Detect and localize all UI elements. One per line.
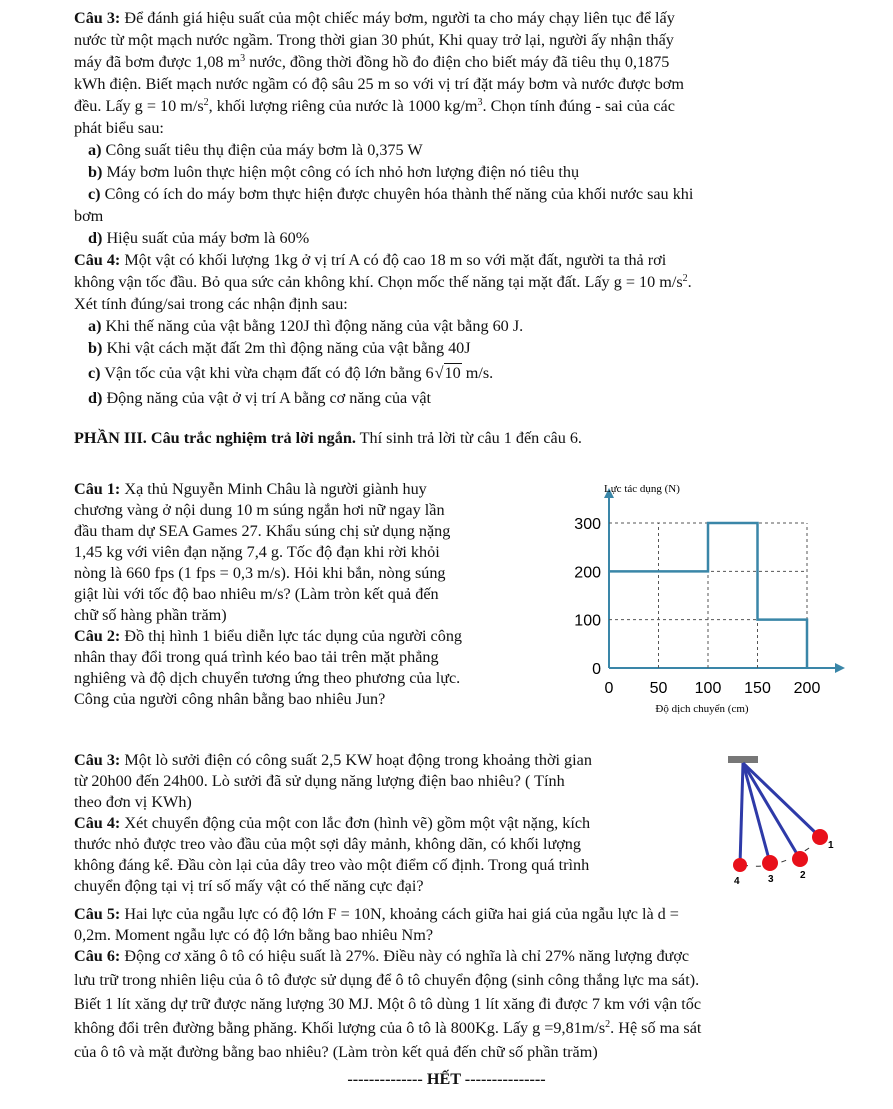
q4-line-1 — [74, 250, 666, 270]
part3-heading — [74, 428, 582, 448]
text: . — [687, 273, 692, 291]
force-displacement-chart — [552, 478, 852, 728]
text: Xét chuyển động của một con lắc đơn (hình vẽ) gồm một vật nặng, kích — [120, 814, 591, 832]
p3-q3-line-1 — [74, 750, 592, 770]
text: phát biểu sau: — [74, 119, 164, 137]
q4-option-a — [88, 316, 523, 336]
text: từ 20h00 đến 24h00. Lò sưởi đã sử dụng năng lượng điện bao nhiêu? ( Tính — [74, 772, 565, 790]
p3-q6-line-4 — [74, 1018, 701, 1038]
text: Khi vật cách mặt đất 2m thì động năng của vật bằng 40J — [102, 339, 471, 357]
option-label: d) — [88, 389, 103, 407]
text: Xạ thủ Nguyễn Minh Châu là người giành huy — [120, 480, 427, 498]
text: Một vật có khối lượng 1kg ở vị trí A có độ cao 18 m so với mặt đất, người ta thả rơi — [120, 251, 667, 269]
p3-q6-line-3 — [74, 994, 701, 1014]
option-label: c) — [88, 364, 101, 382]
option-label: b) — [88, 339, 103, 357]
text: Máy bơm luôn thực hiện một công có ích nhỏ hơn lượng điện nó tiêu thụ — [102, 163, 580, 181]
pendulum-bob-1 — [812, 829, 828, 845]
q3-line-5 — [74, 96, 675, 116]
y-tick-label: 200 — [574, 564, 601, 582]
text: m/s. — [461, 364, 494, 382]
q3-option-c-cont — [74, 206, 103, 226]
text: của ô tô và mặt đường bằng bao nhiêu? (Làm tròn kết quả đến chữ số phần trăm) — [74, 1043, 598, 1061]
option-label: a) — [88, 317, 102, 335]
text: chương vàng ở nội dung 10 m súng ngắn hơi nữ ngay lần — [74, 501, 445, 519]
question-label: Câu 2: — [74, 627, 121, 645]
text: đầu tham dự SEA Games 27. Khẩu súng chị sử dụng nặng — [74, 522, 451, 540]
text: bơm — [74, 207, 104, 225]
pendulum-figure — [715, 752, 845, 892]
pendulum-bob-3 — [762, 855, 778, 871]
q3-line-3 — [74, 52, 669, 72]
pendulum-string-4 — [740, 763, 743, 865]
heading-bold: PHẦN III. Câu trắc nghiệm trả lời ngắn. — [74, 429, 356, 447]
q3-option-a — [88, 140, 423, 160]
p3-q4-line-2 — [74, 834, 581, 854]
text: . Hệ số ma sát — [610, 1019, 702, 1037]
option-label: c) — [88, 185, 101, 203]
text: giật lùi với tốc độ bao nhiêu m/s? (Làm tròn kết quả đến — [74, 585, 439, 603]
text: nòng là 660 fps (1 fps = 0,3 m/s). Hỏi khi bắn, nòng súng — [74, 564, 446, 582]
question-label: Câu 4: — [74, 251, 121, 269]
superscript: 2 — [203, 97, 209, 108]
text: Khi thế năng của vật bằng 120J thì động năng của vật bằng 60 J. — [101, 317, 524, 335]
pendulum-label-1: 1 — [828, 840, 834, 851]
option-label: a) — [88, 141, 102, 159]
p3-q1-line-2 — [74, 500, 445, 520]
p3-q2-line-4 — [74, 689, 385, 709]
p3-q2-line-2 — [74, 647, 439, 667]
text: , khối lượng riêng của nước là 1000 kg/m — [208, 97, 478, 115]
q3-line-2 — [74, 30, 674, 50]
q3-option-d — [88, 228, 309, 248]
text: 1,45 kg với viên đạn nặng 7,4 g. Tốc độ đạn khi rời khỏi — [74, 543, 440, 561]
p3-q4-line-1 — [74, 813, 590, 833]
q3-option-b — [88, 162, 579, 182]
pendulum-svg — [715, 752, 845, 892]
x-tick-label: 150 — [744, 680, 771, 697]
x-tick-label: 0 — [604, 680, 614, 697]
y-tick-label: 0 — [592, 661, 601, 678]
text: Một lò sưởi điện có công suất 2,5 KW hoạt động trong khoảng thời gian — [120, 751, 592, 769]
q3-option-c — [88, 184, 693, 204]
text: chuyển động tại vị trí số mấy vật có thế năng cực đại? — [74, 877, 424, 895]
text: chữ số hàng phần trăm) — [74, 606, 227, 624]
p3-q4-line-4 — [74, 876, 424, 896]
option-label: b) — [88, 163, 103, 181]
pendulum-bob-4 — [733, 858, 747, 872]
sqrt-radicand: 10 — [444, 364, 461, 382]
y-tick-label: 100 — [574, 612, 601, 630]
text: Xét tính đúng/sai trong các nhận định sau: — [74, 295, 348, 313]
text: thước nhỏ được treo vào đầu của một sợi dây mảnh, không dãn, có khối lượng — [74, 835, 581, 853]
superscript: 2 — [682, 273, 688, 284]
text: nhân thay đổi trong quá trình kéo bao tải trên mặt phẳng — [74, 648, 439, 666]
question-label: Câu 5: — [74, 905, 121, 923]
pendulum-label-2: 2 — [800, 870, 806, 881]
q4-option-d — [88, 388, 431, 408]
text: kWh điện. Biết mạch nước ngầm có độ sâu 25 m so với vị trí đặt máy bơm và nước được bơm — [74, 75, 684, 93]
text: Biết 1 lít xăng dự trữ được năng lượng 30 MJ. Một ô tô dùng 1 lít xăng đi được 7 km với vận tốc — [74, 995, 702, 1013]
question-label: Câu 3: — [74, 751, 121, 769]
q4-line-3 — [74, 294, 348, 314]
pendulum-bob-2 — [792, 851, 808, 867]
q3-line-4 — [74, 74, 684, 94]
p3-q1-line-7 — [74, 605, 227, 625]
p3-q5-line-1 — [74, 904, 679, 924]
p3-q2-line-3 — [74, 668, 460, 688]
p3-q1-line-5 — [74, 563, 446, 583]
q4-option-c — [88, 363, 493, 383]
text: Động cơ xăng ô tô có hiệu suất là 27%. Điều này có nghĩa là chỉ 27% năng lượng được — [120, 947, 690, 965]
p3-q2-line-1 — [74, 626, 462, 646]
x-tick-label: 100 — [694, 680, 722, 697]
superscript: 3 — [240, 53, 246, 64]
q4-line-2 — [74, 272, 692, 292]
text: . Chọn tính đúng - sai của các — [482, 97, 675, 115]
p3-q1-line-3 — [74, 521, 450, 541]
y-axis-label: Lực tác dụng (N) — [604, 483, 680, 495]
text: Động năng của vật ở vị trí A bằng cơ năng của vật — [102, 389, 432, 407]
p3-q1-line-1 — [74, 479, 427, 499]
pendulum-path — [743, 840, 820, 866]
chart-svg — [552, 478, 852, 728]
q3-line-1 — [74, 8, 675, 28]
x-axis-label: Độ dịch chuyển (cm) — [655, 703, 749, 715]
x-axis-arrow — [835, 663, 845, 673]
text: Vận tốc của vật khi vừa chạm đất có độ lớn bằng 6 — [100, 364, 434, 382]
superscript: 3 — [477, 97, 483, 108]
text: không đổi trên đường bằng phăng. Khối lượng của ô tô là 800Kg. Lấy g =9,81m/s — [74, 1019, 606, 1037]
question-label: Câu 1: — [74, 480, 121, 498]
text: nghiêng và độ dịch chuyển tương ứng theo phương của lực. — [74, 669, 461, 687]
superscript: 2 — [605, 1019, 611, 1030]
question-label: Câu 4: — [74, 814, 121, 832]
text: máy đã bơm được 1,08 m — [74, 53, 241, 71]
x-tick-label: 50 — [649, 680, 668, 697]
text: không vận tốc đầu. Bỏ qua sức cản không khí. Chọn mốc thế năng tại mặt đất. Lấy g = 10 m/s — [74, 273, 683, 291]
text: lưu trữ trong nhiên liệu của ô tô được sử dụng để ô tô chuyển động (sinh công thắng lực ma sát). — [74, 971, 700, 989]
p3-q1-line-6 — [74, 584, 439, 604]
pendulum-label-4: 4 — [734, 876, 740, 887]
p3-q3-line-3 — [74, 792, 192, 812]
question-label: Câu 6: — [74, 947, 121, 965]
sqrt-sign: √10 — [434, 364, 461, 382]
y-tick-label: 300 — [574, 516, 601, 533]
p3-q3-line-2 — [74, 771, 565, 791]
q4-option-b — [88, 338, 471, 358]
text: Hiệu suất của máy bơm là 60% — [102, 229, 310, 247]
text: không đáng kể. Đầu còn lại của dây treo vào một điểm cố định. Trong quá trình — [74, 856, 590, 874]
p3-q6-line-2 — [74, 970, 699, 990]
text: nước từ một mạch nước ngầm. Trong thời gian 30 phút, Khi quay trở lại, người ấy nhận thấy — [74, 31, 674, 49]
option-label: d) — [88, 229, 103, 247]
p3-q4-line-3 — [74, 855, 589, 875]
text: Công có ích do máy bơm thực hiện được chuyên hóa thành thế năng của khối nước sau khi — [100, 185, 694, 203]
x-tick-label: 200 — [793, 680, 821, 697]
text: 0,2m. Moment ngẫu lực có độ lớn bằng bao nhiêu Nm? — [74, 926, 434, 944]
text: Đồ thị hình 1 biểu diễn lực tác dụng của người công — [120, 627, 463, 645]
text: Công của người công nhân bằng bao nhiêu Jun? — [74, 690, 386, 708]
q3-line-6 — [74, 118, 164, 138]
text: đều. Lấy g = 10 m/s — [74, 97, 204, 115]
text: theo đơn vị KWh) — [74, 793, 192, 811]
text: Công suất tiêu thụ điện của máy bơm là 0,375 W — [101, 141, 423, 159]
p3-q1-line-4 — [74, 542, 440, 562]
text: Hai lực của ngẫu lực có độ lớn F = 10N, khoảng cách giữa hai giá của ngẫu lực là d = — [120, 905, 679, 923]
question-label: Câu 3: — [74, 9, 121, 27]
pendulum-label-3: 3 — [768, 874, 774, 885]
p3-q5-line-2 — [74, 925, 433, 945]
text: Để đánh giá hiệu suất của một chiếc máy bơm, người ta cho máy chạy liên tục để lấy — [124, 9, 675, 27]
end-marker: -------------- HẾT --------------- — [347, 1070, 546, 1088]
pendulum-support — [728, 756, 758, 763]
p3-q6-line-1 — [74, 946, 689, 966]
text: Thí sinh trả lời từ câu 1 đến câu 6. — [355, 429, 582, 447]
p3-q6-line-5 — [74, 1042, 598, 1062]
text: nước, đồng thời đồng hồ đo điện cho biết máy đã tiêu thụ 0,1875 — [245, 53, 670, 71]
